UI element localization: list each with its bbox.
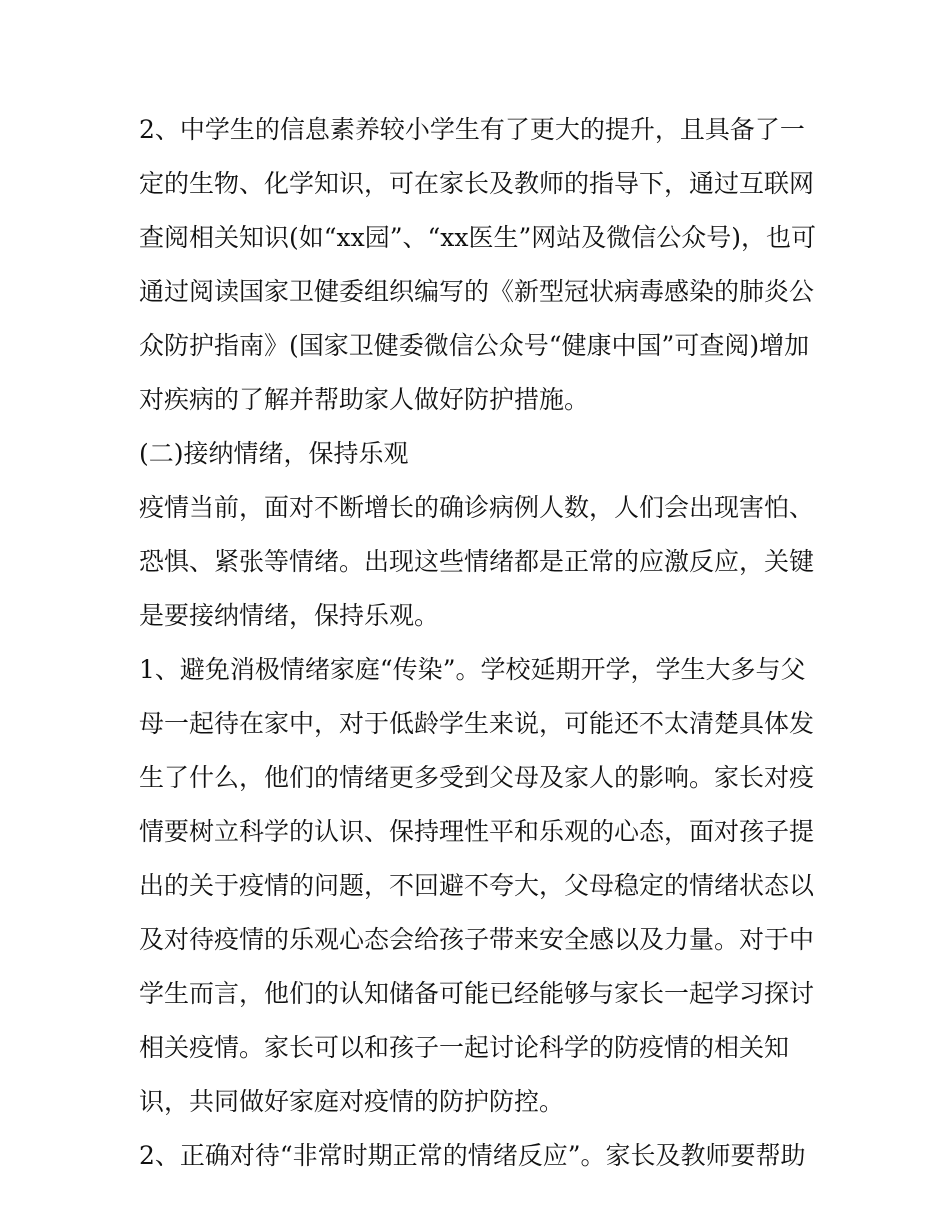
paragraph-line: 众防护指南》(国家卫健委微信公众号“健康中国”可查阅)增加	[139, 331, 810, 360]
paragraph-line: 及对待疫情的乐观心态会给孩子带来安全感以及力量。对于中	[139, 925, 815, 954]
paragraph-line: 通过阅读国家卫健委组织编写的《新型冠状病毒感染的肺炎公	[139, 277, 815, 306]
paragraph-line: 查阅相关知识(如“xx园”、“xx医生”网站及微信公众号)，也可	[139, 223, 817, 252]
section-heading: (二)接纳情绪，保持乐观	[139, 439, 409, 468]
paragraph-line: 恐惧、紧张等情绪。出现这些情绪都是正常的应激反应，关键	[139, 547, 815, 576]
paragraph-line: 识，共同做好家庭对疫情的防护防控。	[139, 1087, 565, 1116]
paragraph-line: 是要接纳情绪，保持乐观。	[139, 601, 440, 630]
paragraph-line: 相关疫情。家长可以和孩子一起讨论科学的防疫情的相关知	[139, 1033, 790, 1062]
paragraph-line: 学生而言，他们的认知储备可能已经能够与家长一起学习探讨	[139, 979, 815, 1008]
paragraph-line: 2、中学生的信息素养较小学生有了更大的提升，且具备了一	[139, 115, 805, 144]
paragraph-line: 情要树立科学的认识、保持理性平和乐观的心态，面对孩子提	[139, 817, 815, 846]
paragraph-line: 1、避免消极情绪家庭“传染”。学校延期开学，学生大多与父	[139, 655, 806, 684]
paragraph-line: 对疾病的了解并帮助家人做好防护措施。	[139, 385, 590, 414]
paragraph-line: 母一起待在家中，对于低龄学生来说，可能还不太清楚具体发	[139, 709, 815, 738]
paragraph-line: 疫情当前，面对不断增长的确诊病例人数，人们会出现害怕、	[139, 493, 815, 522]
paragraph-line: 出的关于疫情的问题，不回避不夸大，父母稳定的情绪状态以	[139, 871, 815, 900]
paragraph-line: 定的生物、化学知识，可在家长及教师的指导下，通过互联网	[139, 169, 815, 198]
paragraph-line: 2、正确对待“非常时期正常的情绪反应”。家长及教师要帮助	[139, 1141, 806, 1170]
paragraph-line: 生了什么，他们的情绪更多受到父母及家人的影响。家长对疫	[139, 763, 815, 792]
